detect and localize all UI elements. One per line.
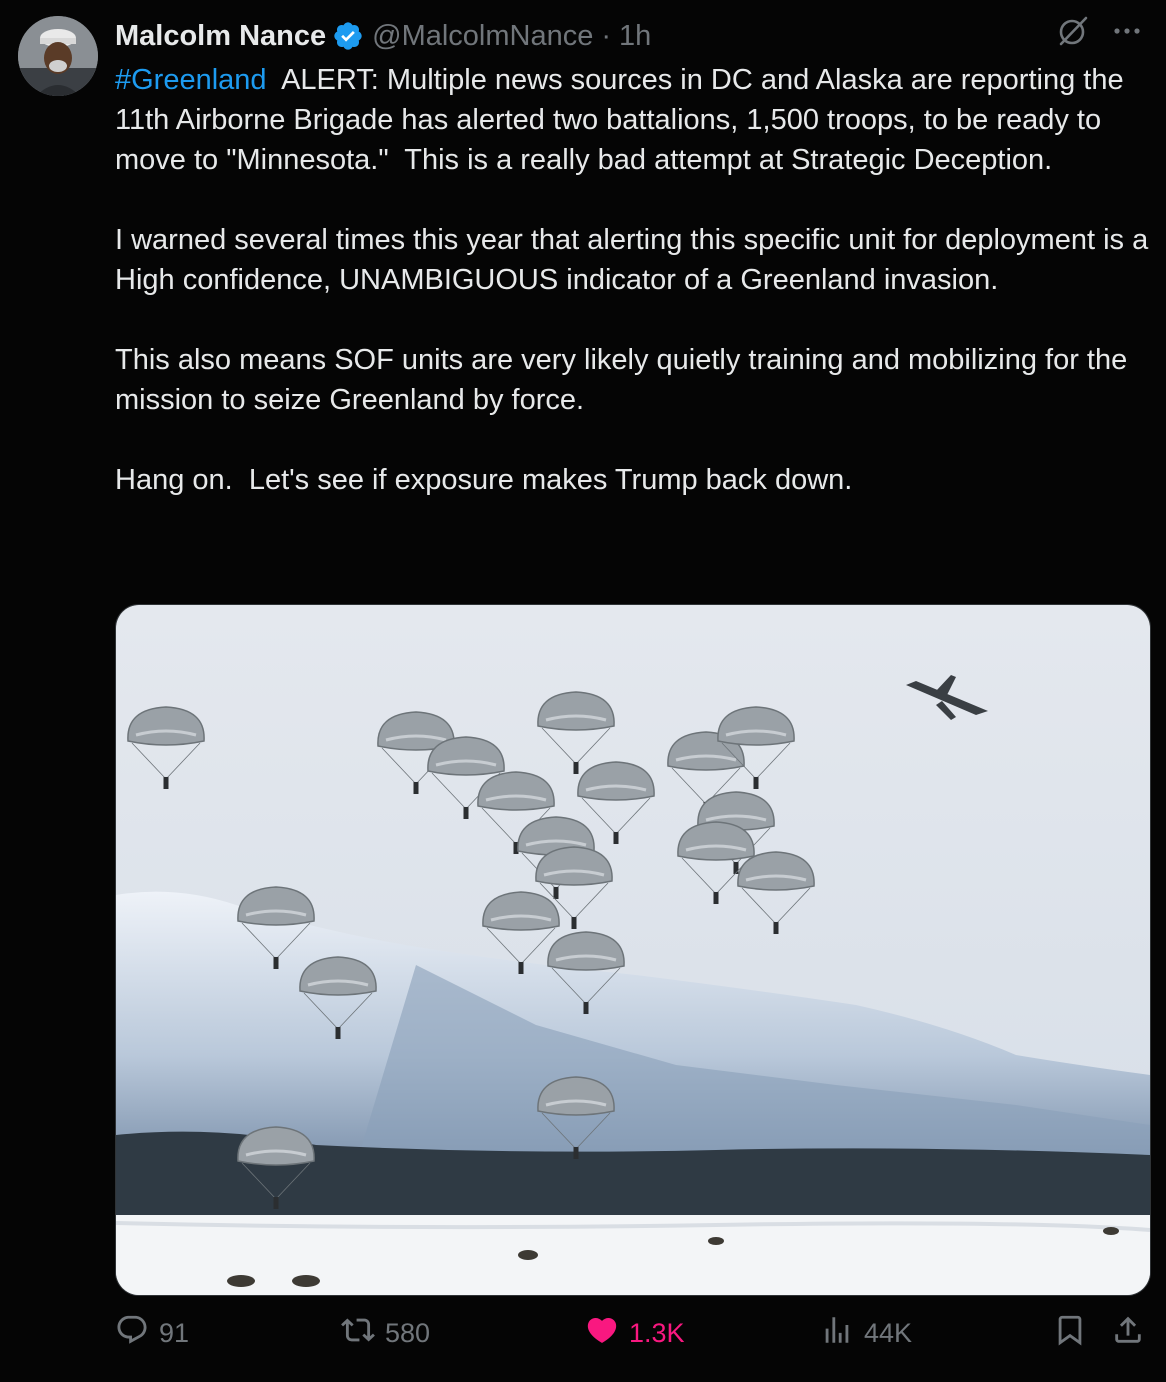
bookmark-button[interactable] [1053,1310,1097,1356]
grok-icon[interactable] [1056,14,1090,59]
tweet-body: ALERT: Multiple news sources in DC and Alaska are reporting the 11th Airborne Brigade has alerted two battalions, 1,500 troops, to be ready to move to "Minnesota." This is a really bad attempt at Strategic Deception. I warned several times this year that alerting this specific unit for deployment is a High confidence, UNAMBIGUOUS indicator of a Greenland invasion. This also means SOF units are very likely quietly training and mobilizing for the mission to seize Greenland by force. Hang on. Let's see if exposure makes Trump back down. [115,64,1149,496]
tweet-image[interactable] [115,604,1151,1296]
tweet-header [115,16,1146,56]
more-icon[interactable] [1112,16,1142,57]
tweet-text [115,60,1155,500]
verified-badge-icon [332,20,364,52]
share-icon [1111,1313,1155,1354]
views-count: 44K [864,1317,913,1348]
author-avatar[interactable] [18,16,98,96]
share-button[interactable] [1111,1310,1155,1356]
action-bar [115,1310,1150,1356]
hashtag-link[interactable]: #Greenland [115,64,267,96]
views-icon [820,1313,864,1354]
reply-icon [115,1313,159,1354]
retweet-count: 580 [385,1317,431,1348]
like-icon [585,1313,629,1354]
retweet-button[interactable] [341,1310,430,1356]
author-handle[interactable]: @MalcolmNance [372,20,594,52]
author-name[interactable]: Malcolm Nance [115,20,327,52]
bookmark-icon [1053,1313,1097,1354]
like-count: 1.3K [629,1317,685,1348]
reply-button[interactable] [115,1310,189,1356]
reply-count: 91 [159,1317,190,1348]
header-separator: · [601,20,612,52]
views-button[interactable] [820,1310,912,1356]
retweet-icon [341,1313,385,1354]
like-button[interactable] [585,1310,685,1356]
paratroopers-photo [116,605,1150,1295]
tweet-time[interactable]: 1h [619,20,652,52]
